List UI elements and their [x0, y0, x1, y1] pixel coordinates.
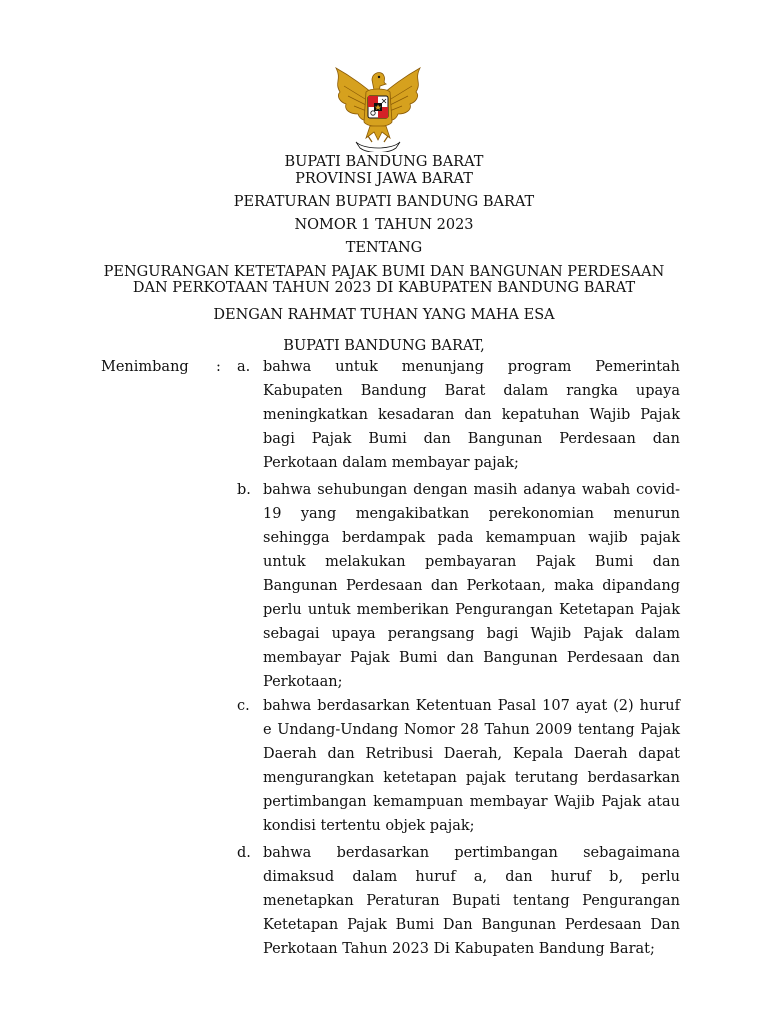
item-b-line: untuk melakukan pembayaran Pajak Bumi dan	[263, 554, 680, 570]
subject-line-2: DAN PERKOTAAN TAHUN 2023 DI KABUPATEN BANDUNG BARAT	[132, 280, 636, 296]
item-b-line: 19 yang mengakibatkan perekonomian menurun	[263, 506, 680, 522]
item-b-line: Bangunan Perdesaan dan Perkotaan, maka dipandang	[263, 578, 680, 594]
considering-item-d	[263, 841, 680, 961]
item-b-line: sebagai upaya perangsang bagi Wajib Pajak dalam	[263, 626, 680, 642]
item-a-line: meningkatkan kesadaran dan kepatuhan Wajib Pajak	[263, 407, 680, 423]
item-letter-a: a.	[237, 359, 251, 375]
considering-item-a	[263, 355, 680, 475]
item-letter-d: d.	[237, 845, 251, 861]
item-a-line: Perkotaan dalam membayar pajak;	[263, 455, 519, 471]
item-d-line: dimaksud dalam huruf a, dan huruf b, perlu	[263, 869, 680, 885]
considering-item-c	[263, 694, 680, 838]
considering-label: Menimbang	[101, 359, 189, 375]
regulation-number: NOMOR 1 TAHUN 2023	[294, 217, 474, 233]
item-c-line: pertimbangan kemampuan membayar Wajib Pajak atau	[263, 794, 680, 810]
item-c-line: mengurangkan ketetapan pajak terutang berdasarkan	[263, 770, 680, 786]
item-b-line: membayar Pajak Bumi dan Bangunan Perdesaan dan	[263, 650, 680, 666]
item-letter-c: c.	[237, 698, 250, 714]
item-b-line: perlu untuk memberikan Pengurangan Ketetapan Pajak	[263, 602, 680, 618]
blessing-line: DENGAN RAHMAT TUHAN YANG MAHA ESA	[213, 307, 555, 323]
item-b-line: bahwa sehubungan dengan masih adanya wabah covid-	[263, 482, 680, 498]
garuda-pancasila-emblem	[330, 66, 426, 152]
item-a-line: Kabupaten Bandung Barat dalam rangka upaya	[263, 383, 680, 399]
about-label: TENTANG	[345, 240, 423, 256]
issuer-title: BUPATI BANDUNG BARAT	[284, 154, 484, 170]
considering-item-b	[263, 478, 680, 694]
item-c-line: bahwa berdasarkan Ketentuan Pasal 107 ayat (2) huruf	[263, 698, 680, 714]
province-title: PROVINSI JAWA BARAT	[295, 171, 473, 187]
item-c-line: Daerah dan Retribusi Daerah, Kepala Daerah dapat	[263, 746, 680, 762]
regulation-title: PERATURAN BUPATI BANDUNG BARAT	[233, 194, 535, 210]
item-letter-b: b.	[237, 482, 251, 498]
item-c-line: e Undang-Undang Nomor 28 Tahun 2009 tentang Pajak	[263, 722, 680, 738]
issuer-signature-line: BUPATI BANDUNG BARAT,	[283, 338, 485, 354]
item-d-line: bahwa berdasarkan pertimbangan sebagaimana	[263, 845, 680, 861]
item-d-line: menetapkan Peraturan Bupati tentang Pengurangan	[263, 893, 680, 909]
item-a-line: bagi Pajak Bumi dan Bangunan Perdesaan dan	[263, 431, 680, 447]
item-c-line: kondisi tertentu objek pajak;	[263, 818, 475, 834]
item-d-line: Perkotaan Tahun 2023 Di Kabupaten Bandung Barat;	[263, 941, 655, 957]
considering-colon: :	[216, 359, 221, 375]
item-b-line: sehingga berdampak pada kemampuan wajib pajak	[263, 530, 680, 546]
item-d-line: Ketetapan Pajak Bumi Dan Bangunan Perdesaan Dan	[263, 917, 680, 933]
item-b-line: Perkotaan;	[263, 674, 343, 690]
item-a-line: bahwa untuk menunjang program Pemerintah	[263, 359, 680, 375]
subject-line-1: PENGURANGAN KETETAPAN PAJAK BUMI DAN BANGUNAN PERDESAAN	[103, 264, 665, 280]
